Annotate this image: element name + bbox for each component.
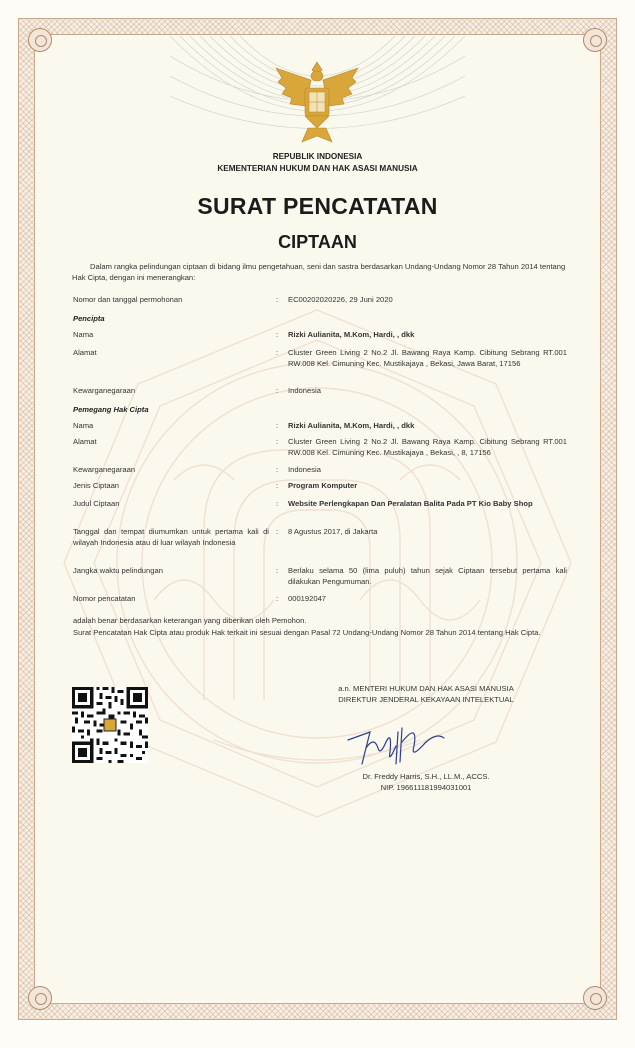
corner-ornament-icon [28,28,52,52]
field-separator: : [276,386,279,395]
document-subtitle: CIPTAAN [278,232,357,252]
field-separator: : [276,566,279,575]
field-separator: : [276,348,279,357]
field-separator: : [276,465,279,474]
field-separator: : [276,594,279,603]
intro-paragraph: Dalam rangka pelindungan ciptaan di bidang ilmu pengetahuan, seni dan sastra berdasarkan Undang-Undang Nomor 28 Tahun 2014 tentang Hak Cipta, dengan ini menerangkan: [72,262,566,282]
field-label: Kewarganegaraan [73,465,136,474]
field-label: Nama [73,421,94,430]
section-pemegang: Pemegang Hak Cipta [73,405,149,414]
field-label: Jenis Ciptaan [73,481,120,490]
field-label: Judul Ciptaan [73,499,120,508]
field-value: Rizki Aulianita, M.Kom, Hardi, , dkk [288,421,415,430]
outro-line-2: Surat Pencatatan Hak Cipta atau produk Hak terkait ini sesuai dengan Pasal 72 Undang-Undang Nomor 28 Tahun 2014 tentang Hak Cipta. [73,628,541,637]
outro-line-1: adalah benar berdasarkan keterangan yang diberikan oleh Pemohon. [73,616,307,625]
field-label: Nomor dan tanggal permohonan [73,295,183,304]
field-value: Website Perlengkapan Dan Peralatan Balita Pada PT Kio Baby Shop [288,499,533,508]
field-label: Alamat [73,348,97,357]
garuda-emblem-icon [272,58,362,148]
section-pencipta: Pencipta [73,314,105,323]
field-separator: : [276,437,279,446]
header-republic: REPUBLIK INDONESIA [272,152,363,161]
field-value: 000192047 [288,594,327,603]
signatory-nip: NIP. 196611181994031001 [380,783,472,792]
field-label: Kewarganegaraan [73,386,136,395]
signatory-name: Dr. Freddy Harris, S.H., LL.M., ACCS. [362,772,490,781]
field-separator: : [276,527,279,536]
corner-ornament-icon [28,986,52,1010]
signature-on-behalf: a.n. MENTERI HUKUM DAN HAK ASASI MANUSIA [338,684,514,693]
field-separator: : [276,499,279,508]
field-label: Tanggal dan tempat diumumkan untuk pertama kali di wilayah Indonesia atau di luar wilayah Indonesia [73,527,269,547]
field-separator: : [276,330,279,339]
handwritten-signature-icon [340,712,450,770]
header-ministry: KEMENTERIAN HUKUM DAN HAK ASASI MANUSIA [217,164,418,173]
field-value: 8 Agustus 2017, di Jakarta [288,527,378,536]
field-value: Berlaku selama 50 (lima puluh) tahun sejak Ciptaan tersebut pertama kali dilakukan Pengumuman. [288,566,567,586]
corner-ornament-icon [583,28,607,52]
qr-code-icon [72,687,148,763]
field-value: EC00202020226, 29 Juni 2020 [288,295,393,304]
document-title: SURAT PENCATATAN [197,193,438,219]
field-value: Cluster Green Living 2 No.2 Jl. Bawang Raya Kamp. Cibitung Sebrang RT.001 RW.008 Kel. Cimuning Kec. Mustikajaya , Bekasi, , 8, 17156 [288,437,567,457]
field-separator: : [276,295,279,304]
signature-position: DIREKTUR JENDERAL KEKAYAAN INTELEKTUAL [338,695,514,704]
field-value: Program Komputer [288,481,358,490]
corner-ornament-icon [583,986,607,1010]
field-label: Alamat [73,437,97,446]
field-value: Indonesia [288,386,321,395]
field-value: Cluster Green Living 2 No.2 Jl. Bawang Raya Kamp. Cibitung Sebrang RT.001 RW.008 Kel. Cimuning Kec. Mustikajaya , Bekasi, Jawa Barat, 17156 [288,348,567,368]
field-value: Indonesia [288,465,321,474]
field-label: Nomor pencatatan [73,594,136,603]
field-value: Rizki Aulianita, M.Kom, Hardi, , dkk [288,330,415,339]
field-separator: : [276,481,279,490]
field-separator: : [276,421,279,430]
field-label: Nama [73,330,94,339]
field-label: Jangka waktu pelindungan [73,566,163,575]
